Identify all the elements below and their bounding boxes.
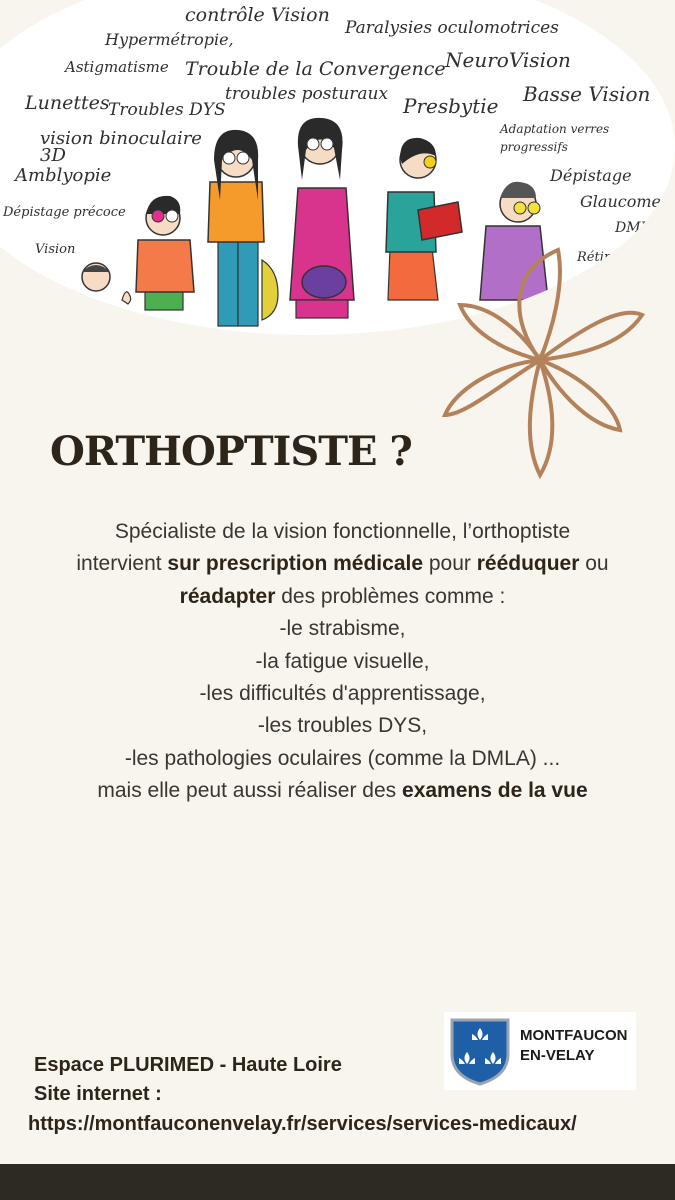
word-retine: Rétine (577, 250, 620, 265)
list-item: -les difficultés d'apprentissage, (199, 682, 486, 706)
word-paralysies: Paralysies oculomotrices (345, 18, 559, 38)
word-neurovision: NeuroVision (445, 48, 571, 72)
text-span: pour (423, 552, 477, 576)
child-figure (136, 196, 194, 310)
word-basse-vision: Basse Vision (523, 82, 651, 106)
woman-figure (290, 118, 354, 318)
description-line: Spécialiste de la vision fonctionnelle, l’orthoptiste (114, 520, 571, 543)
word-troubles-posturaux: troubles posturaux (225, 84, 389, 104)
logo-line: MONTFAUCON (520, 1027, 628, 1044)
flower-icon (440, 245, 650, 480)
word-hypermetropie: Hypermétropie, (105, 30, 234, 49)
description-line (20, 548, 665, 580)
word-depistage: Dépistage (550, 166, 632, 185)
word-troubles-dys: Troubles DYS (108, 100, 226, 120)
text-span: intervient (76, 552, 168, 576)
page-title: ORTHOPTISTE ? (50, 428, 412, 475)
word-glaucome: Glaucome (580, 192, 661, 211)
word-dmla: DMLA (615, 220, 660, 236)
word-vision: Vision (35, 242, 76, 257)
bold-span: rééduquer (476, 552, 580, 576)
site-url-link[interactable]: https://montfauconenvelay.fr/services/services-medicaux/ (28, 1113, 577, 1135)
teen-figure (208, 130, 278, 326)
bold-span: sur prescription médicale (167, 552, 424, 576)
word-adaptation-verres: Adaptation verres progressifs (500, 122, 610, 154)
word-controle-vision: contrôle Vision (185, 4, 330, 26)
description-line (20, 775, 665, 807)
bold-span: examens de la vue (402, 779, 588, 803)
word-depistage-precoce: Dépistage précoce (3, 205, 126, 220)
bottom-bar (0, 1164, 675, 1200)
word-vision-binoculaire: vision binoculaire 3D (40, 128, 202, 166)
logo-text (520, 1026, 628, 1066)
baby-figure (82, 263, 131, 304)
montfaucon-logo (444, 1012, 636, 1090)
site-label: Site internet : (34, 1083, 162, 1105)
word-amblyopie: Amblyopie (15, 165, 112, 186)
organization-name: Espace PLURIMED - Haute Loire (34, 1054, 342, 1076)
list-item: -les troubles DYS, (257, 714, 428, 738)
description-line (20, 581, 665, 613)
description-text (20, 516, 665, 808)
fleur-de-lis-shield-icon (448, 1016, 512, 1086)
text-span: mais elle peut aussi réaliser des (97, 779, 403, 803)
list-item: -le strabisme, (279, 617, 406, 641)
list-item: -la fatigue visuelle, (255, 649, 430, 673)
text-span: ou (579, 552, 609, 576)
list-item: -les pathologies oculaires (comme la DMLA) ... (124, 746, 561, 770)
word-presbytie: Presbytie (403, 94, 499, 118)
word-astigmatisme: Astigmatisme (65, 58, 169, 76)
text-span: des problèmes comme : (275, 584, 506, 608)
logo-line: EN-VELAY (520, 1047, 595, 1064)
word-lunettes: Lunettes (25, 92, 110, 114)
word-convergence: Trouble de la Convergence (185, 58, 446, 80)
bold-span: réadapter (179, 584, 276, 608)
